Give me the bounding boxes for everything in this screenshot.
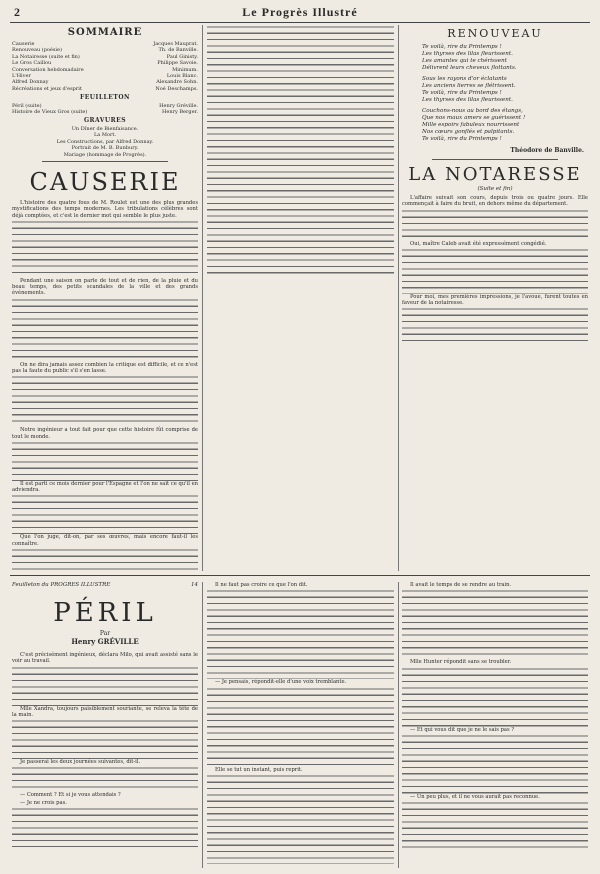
sommaire-list [12, 41, 198, 158]
toc-row: Histoire de Vieux Gros (suite) Henry Berger. [12, 109, 198, 116]
feuilleton-number: 14 [191, 582, 198, 588]
toc-row: Conversation hebdomadaire Minimum. [12, 66, 198, 73]
text-block [12, 719, 198, 759]
feuilleton-column-1 [12, 582, 198, 868]
paragraph: L'histoire des quatre fous de M. Roulet est une des plus grandes mystifications des temps modernes. Les tribulations célèbres sont déjà comptées, et c'est le dernier mot qui semble le plus juste. [12, 199, 198, 219]
causerie-body [12, 200, 198, 571]
paragraph: Il avait le temps de se rendre au train. [410, 582, 512, 588]
newspaper-title: Le Progrès Illustré [242, 5, 358, 19]
text-block [402, 209, 588, 241]
paragraph: Il est parti ce mois dernier pour l'Espagne et l'on ne sait ce qu'il en adviendra. [12, 480, 198, 494]
paragraph: Elle se tut un instant, puis reprit. [215, 766, 303, 773]
poem-title: RENOUVEAU [447, 27, 543, 40]
verse: Les thyrses des lilas fleurissent. [422, 51, 513, 57]
stanza [422, 44, 588, 72]
feuilleton-column-3 [402, 582, 588, 868]
text-block [207, 25, 394, 275]
text-block [207, 589, 394, 679]
paragraph: — Et qui vous dit que je ne le sais pas ? [410, 726, 515, 733]
verse: Te voilà, rire du Printemps ! [422, 90, 502, 96]
story-body [402, 195, 588, 345]
text-block [12, 441, 198, 481]
feuilleton-by: Par [99, 630, 111, 637]
gravure-item: Les Constructions, par Alfred Donnay. [56, 138, 154, 145]
verse: Te voilà, rire du Printemps ! [422, 44, 502, 50]
text-block [12, 666, 198, 706]
paragraph: Mlle Xandra, toujours paisiblement souriante, se releva la tête de la main. [12, 705, 198, 718]
feuilleton-title: PÉRIL [53, 598, 157, 628]
feuilleton-body [12, 652, 198, 847]
column-rule [202, 582, 203, 868]
verse: Les amantes qui te chérissent [422, 58, 507, 64]
paragraph: Pour moi, mes premières impressions, je l'avoue, furent toutes en faveur de la notairesse. [402, 293, 588, 307]
text-block [402, 801, 588, 851]
gravure-item: Portrait de M. B. Bunbury. [71, 145, 139, 152]
text-block [12, 298, 198, 362]
feuilleton-header [12, 582, 198, 588]
feuilleton-body-3 [402, 582, 588, 851]
toc-row: Renouveau (poésie) Th. de Banville. [12, 47, 198, 54]
sommaire-title: SOMMAIRE [67, 27, 143, 38]
divider [432, 159, 558, 160]
paragraph: — Je ne crois pas. [20, 799, 67, 806]
verse: Nos cœurs gonflés et palpitants. [422, 129, 515, 135]
gravure-item: Mariage (hommage de Progrès). [63, 151, 147, 158]
verse: Sous les rayons d'or éclatants [422, 76, 507, 82]
text-block [207, 774, 394, 864]
verse: Te voilà, rire du Printemps ! [422, 136, 502, 142]
toc-row: La Notairesse (suite et fin) Paul Ginisty. [12, 53, 198, 60]
feuilleton-author: Henry GRÉVILLE [71, 637, 139, 646]
text-block [402, 667, 588, 727]
feuilleton-body-2 [207, 582, 394, 864]
text-block [12, 375, 198, 427]
divider [42, 161, 168, 162]
text-block [12, 548, 198, 571]
text-block [12, 494, 198, 534]
verse: Couchons-nous au bord des étangs, [422, 108, 523, 114]
causerie-continued [207, 25, 394, 275]
text-block [207, 687, 394, 767]
paragraph: L'affaire suivait son cours, depuis trois ou quatre jours. Elle commençait à faire du bruit, en dehors même du département. [402, 195, 588, 208]
paragraph: — Un peu plus, et il ne vous aurait pas reconnue. [410, 793, 540, 800]
gravure-item: La Mort. [93, 132, 116, 139]
verse: Que nos maux amers se guérissent ! [422, 115, 526, 121]
feuilleton-subtitle: FEUILLETON [79, 94, 131, 102]
poem [402, 44, 588, 143]
causerie-title: CAUSERIE [29, 167, 181, 196]
text-block [402, 307, 588, 345]
toc-row: Péril (suite) Henry Gréville. [12, 102, 198, 109]
paragraph: Je passerai les deux journées suivantes, dit-il. [20, 759, 141, 766]
paragraph: Pendant une saison on parle de tout et de rien, de la pluie et du beau temps, des petits scandales de la ville et des grands événements. [12, 277, 198, 297]
toc-row: Le Gros Caillou Philippe Savoie. [12, 60, 198, 67]
feuilleton-label: Feuilleton du PROGRÈS ILLUSTRÉ [12, 582, 111, 588]
paragraph: C'est précisément ingénieux, déclara Milo, qui avait assisté sans le voir au travail. [12, 652, 198, 665]
column-2 [207, 25, 394, 571]
text-block [402, 734, 588, 794]
column-rule [202, 25, 203, 571]
toc-row: Alfred Donnay Alexandre Sohn. [12, 79, 198, 86]
toc-row: L'Hiver Louis Blanc. [12, 73, 198, 80]
column-rule [398, 582, 399, 868]
page-header [10, 4, 590, 22]
verse: Mille espoirs fabuleux nourrissent [422, 122, 520, 128]
toc-row: Causerie Jacques Mauprat. [12, 41, 198, 47]
column-1 [12, 25, 198, 571]
paragraph: Il ne faut pas croire ce que l'on dit. [215, 582, 308, 588]
text-block [12, 766, 198, 792]
text-block [402, 589, 588, 659]
paragraph: Notre ingénieur a tout fait pour que cette histoire fût comprise de tout le monde. [12, 427, 198, 440]
gravures-subtitle: GRAVURES [83, 117, 127, 125]
paragraph: Oui, maître Caleb avait été expressément congédié. [410, 240, 547, 247]
text-block [12, 807, 198, 847]
column-3 [402, 25, 588, 571]
paragraph: — Comment ? Et si je vous attendais ? [20, 792, 121, 799]
verse: Les anciens lierres se flétrissent. [422, 83, 516, 89]
section-rule [10, 575, 590, 576]
paragraph: Mlle Hunter répondit sans se troubler. [410, 659, 512, 666]
text-block [402, 248, 588, 294]
stanza [422, 108, 588, 143]
page-number: 2 [14, 5, 20, 19]
poem-author: Théodore de Banville. [510, 147, 584, 154]
paragraph: On ne dira jamais assez combien la critique est difficile, et ce n'est pas la faute du public s'il s'en lasse. [12, 361, 198, 374]
gravure-item: Un Dîner de Bienfaisance. [71, 125, 139, 132]
paragraph: Que l'on juge, dit-on, par ses œuvres, mais encore faut-il les connaître. [12, 534, 198, 547]
toc-row: Récréations et jeux d'esprit Noé Deschamps. [12, 85, 198, 92]
story-subtitle: (Suite et fin) [477, 186, 513, 192]
paragraph: — Je pensais, répondit-elle d'une voix tremblante. [215, 679, 347, 686]
feuilleton-column-2 [207, 582, 394, 868]
story-title: LA NOTARESSE [408, 164, 582, 185]
verse: Délivrent leurs cheveux flottants. [422, 65, 517, 71]
header-rule [10, 22, 590, 23]
verse: Les thyrses des lilas fleurissent. [422, 97, 513, 103]
column-rule [398, 25, 399, 571]
text-block [12, 220, 198, 278]
stanza [422, 76, 588, 104]
